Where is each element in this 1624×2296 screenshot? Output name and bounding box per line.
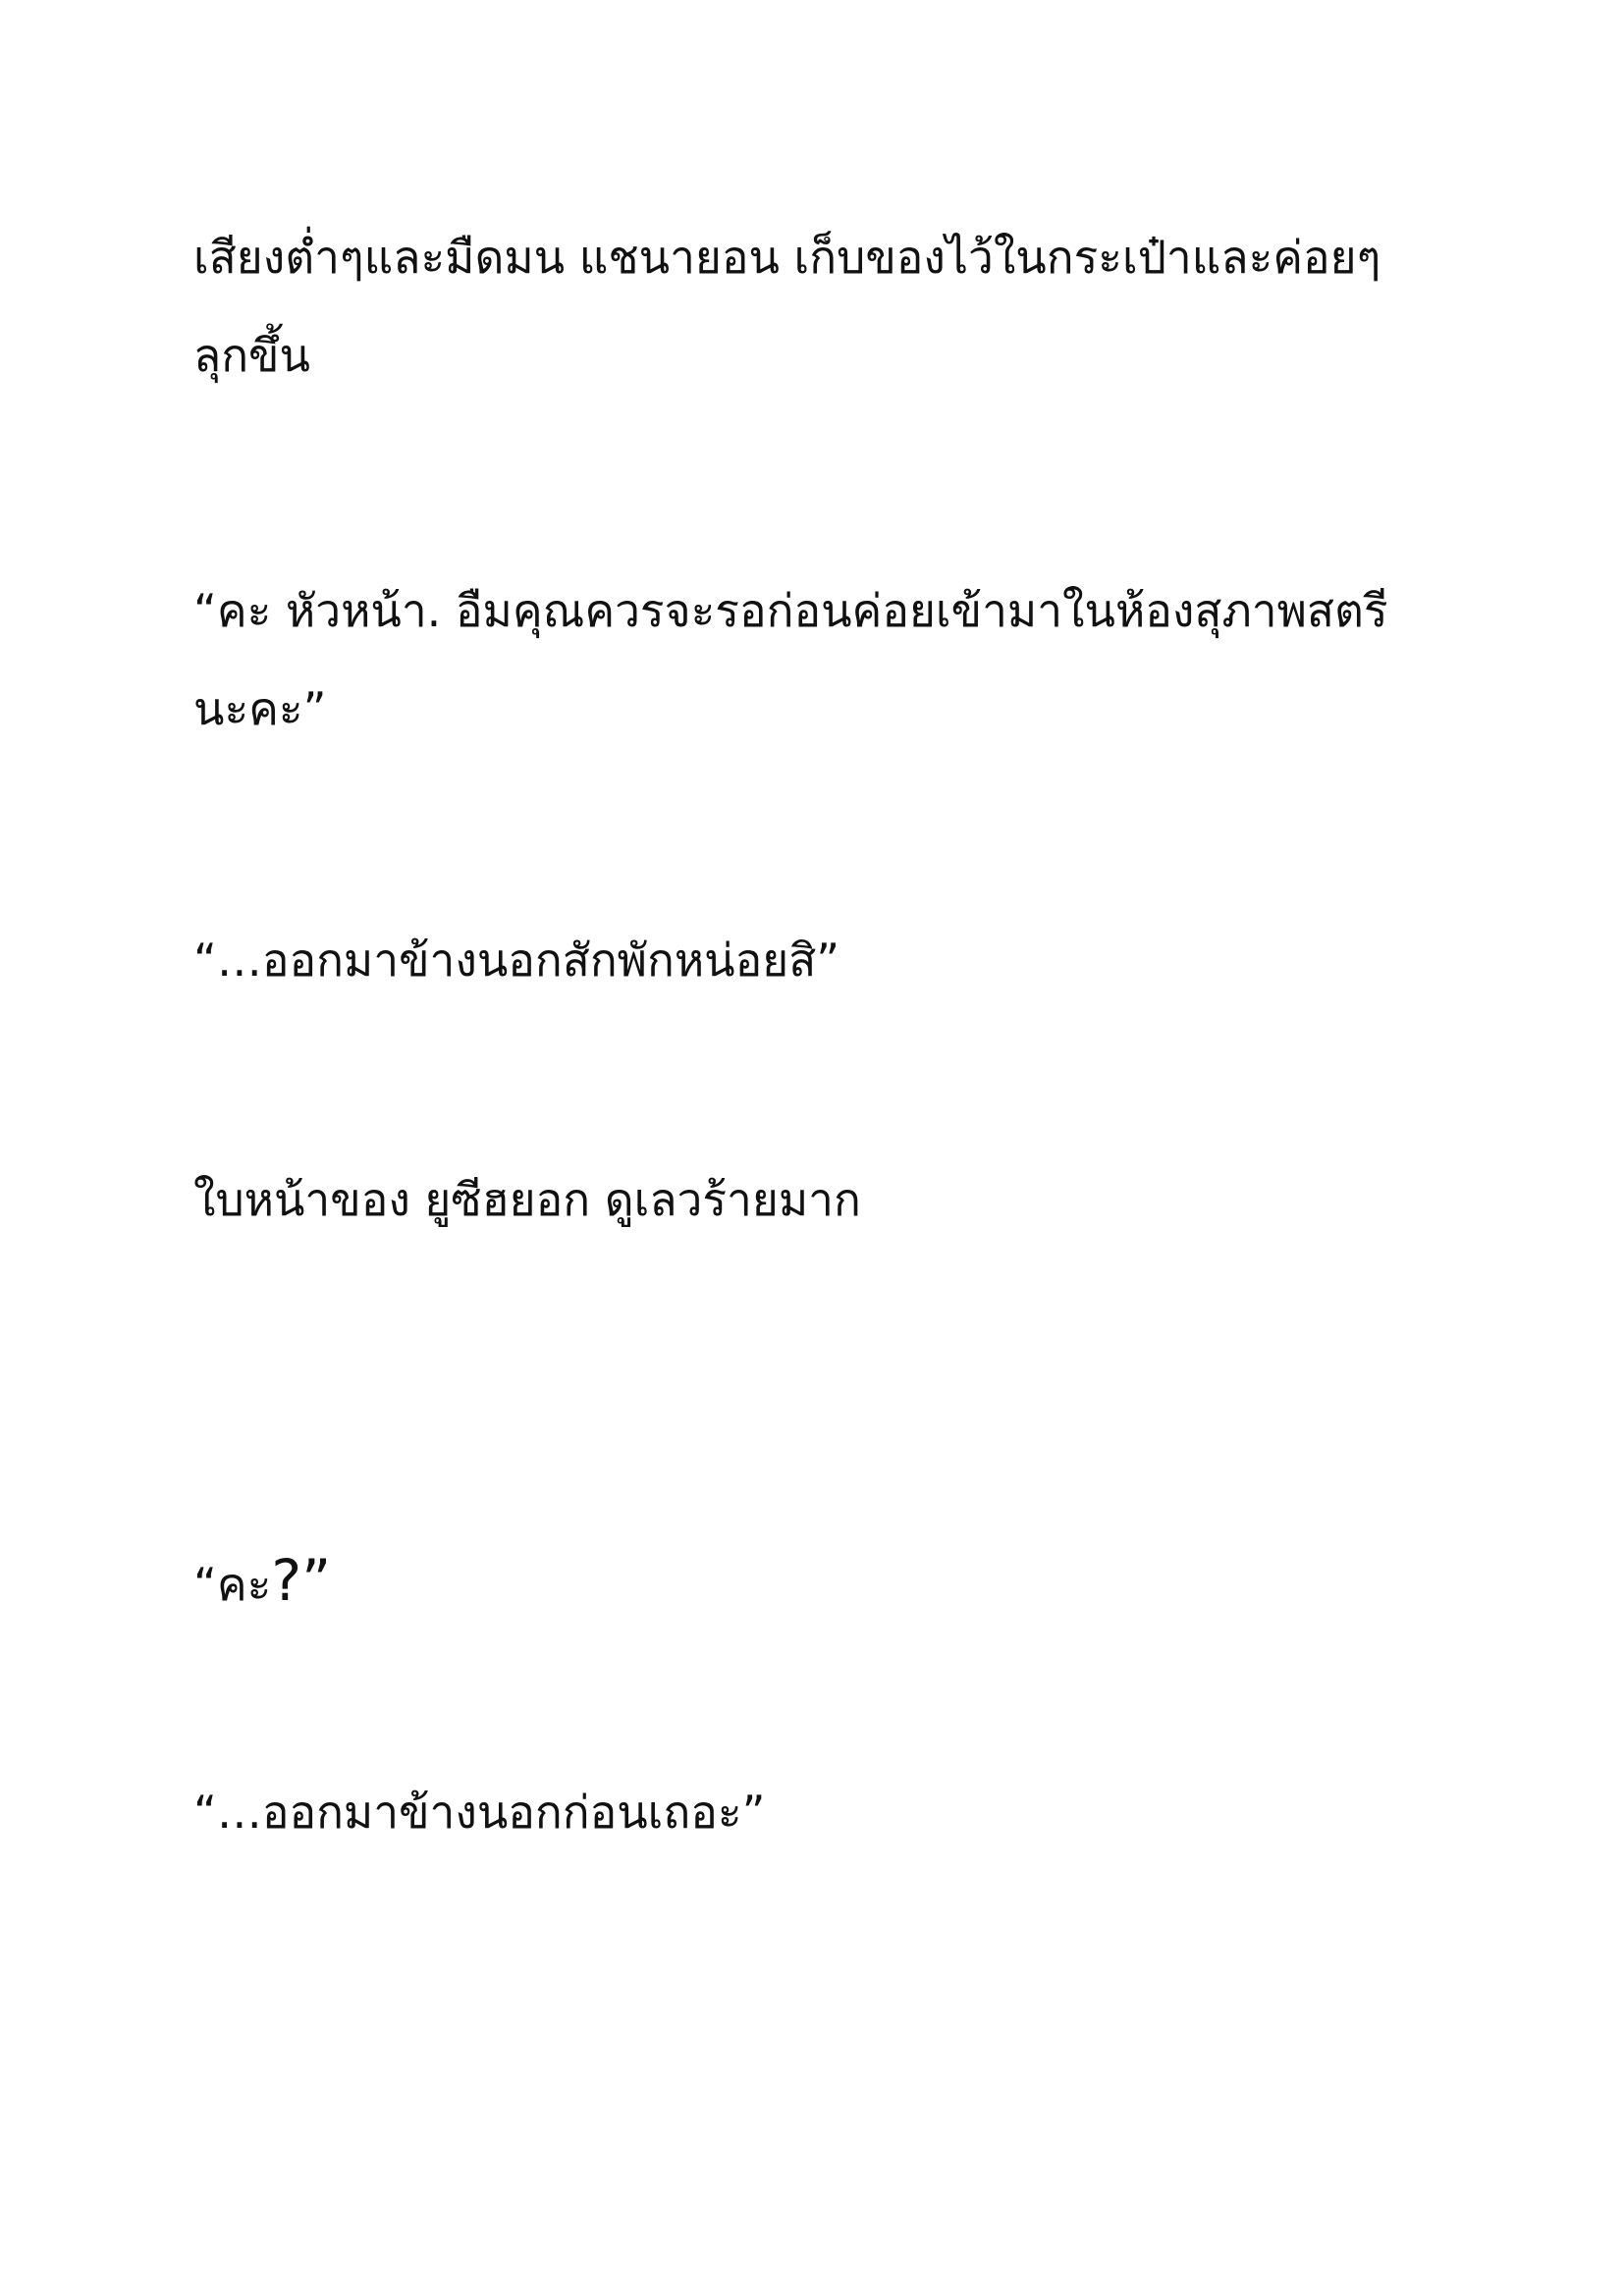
- paragraph-6: “…ออกมาข้างนอกก่อนเถอะ”: [193, 1786, 766, 1839]
- paragraph-2: “คะ หัวหน้า. อืมคุณควรจะรอก่อนค่อยเข้ามาในห้องสุภาพสตรีนะคะ”: [193, 584, 1388, 735]
- paragraph-3: “…ออกมาข้างนอกสักพักหน่อยสิ”: [193, 934, 840, 987]
- paragraph-5-text: “คะ: [193, 1558, 272, 1611]
- paragraph-1: เสียงต่ำๆและมืดมน แชนายอน เก็บของไว้ในกระเป๋าและค่อยๆลุกขึ้น: [193, 231, 1381, 382]
- paragraph-4: ใบหน้าของ ยูซีฮยอก ดูเลวร้ายมาก: [193, 1173, 861, 1226]
- paragraph-5: [193, 1531, 1401, 1633]
- question-mark-emphasis: ?”: [271, 1547, 332, 1614]
